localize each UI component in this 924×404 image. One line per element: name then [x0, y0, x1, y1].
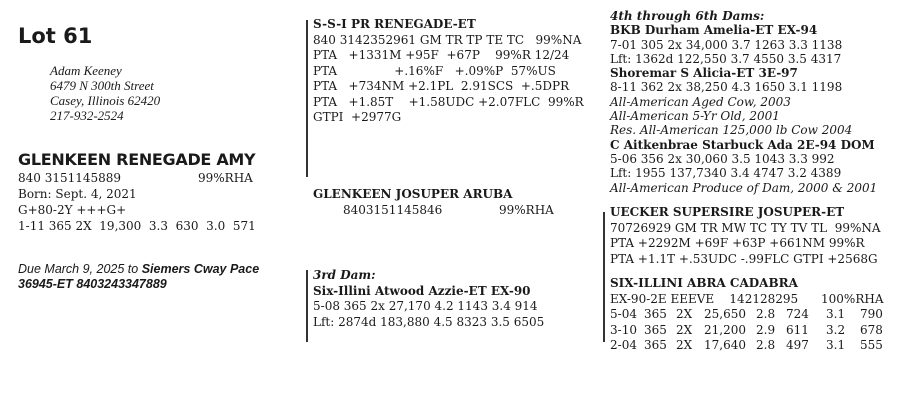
dam-reg: 8403151145846 [343, 202, 443, 217]
granddam-record-cell: 2X [676, 322, 693, 337]
animal-info [18, 170, 256, 234]
fourth-sixth-dams-block [610, 9, 877, 195]
granddam-record-row [610, 307, 890, 323]
sire-line: 840 3142352961 GM TR TP TE TC 99%NA [313, 32, 582, 47]
mgs-name: UECKER SUPERSIRE JOSUPER-ET [610, 205, 845, 219]
granddam-record-row [610, 323, 890, 339]
third-dam-label: 3rd Dam: [313, 268, 376, 282]
granddam-record-cell: 365 [644, 307, 667, 321]
dam6-lifetime: Lft: 1955 137,7340 3.4 4747 3.2 4389 [610, 166, 842, 181]
consignor-street: 6479 N 300th Street [50, 78, 154, 93]
granddam-record-cell: 678 [860, 322, 883, 337]
animal-reg: 840 3151145889 [18, 171, 122, 185]
granddam-record-cell: 25,650 [704, 307, 746, 321]
dam4-lifetime: Lft: 1362d 122,550 3.7 4550 3.5 4317 [610, 51, 842, 66]
granddam-name: SIX-ILLINI ABRA CADABRA [610, 276, 798, 290]
dam5-name: Shoremar S Alicia-ET 3E-97 [610, 66, 798, 81]
divider-dam [306, 270, 308, 342]
consignor-name: Adam Keeney [50, 63, 122, 78]
granddam-record-cell: 3.2 [826, 322, 846, 337]
animal-genomics: G+80-2Y +++G+ [18, 203, 127, 217]
granddam-record-cell: 2.8 [756, 338, 776, 352]
fourth-sixth-label: 4th through 6th Dams: [610, 9, 765, 23]
granddam-record-cell: 3.1 [826, 338, 846, 352]
mgs-line: PTA +1.1T +.53UDC -.99FLC GTPI +2568G [610, 251, 878, 266]
mgs-line: PTA +2292M +69F +63P +661NM 99%R [610, 236, 865, 250]
sire-line: PTA +1331M +95F +67P 99%R 12/24 [313, 48, 570, 62]
dam5-record: 8-11 362 2x 38,250 4.3 1650 3.1 1198 [610, 80, 843, 95]
dam6-award: All-American Produce of Dam, 2000 & 2001 [610, 180, 878, 195]
dam5-award: All-American Aged Cow, 2003 [610, 94, 791, 109]
sire-line: PTA +1.85T +1.58UDC +2.07FLC 99%R [313, 94, 584, 109]
sire-line: PTA +734NM +2.1PL 2.91SCS +.5DPR [313, 79, 570, 93]
granddam-record-cell: 17,640 [704, 338, 746, 352]
sire-name: S-S-I PR RENEGADE-ET [313, 17, 476, 31]
granddam-record-row [610, 338, 890, 354]
dam6-name: C Aitkenbrae Starbuck Ada 2E-94 DOM [610, 137, 875, 152]
dam5-award: All-American 5-Yr Old, 2001 [610, 109, 780, 124]
lot-number: Lot 61 [18, 24, 93, 48]
granddam-record-cell: 3-10 [610, 322, 637, 337]
due-prefix: Due March 9, 2025 to [18, 262, 139, 276]
granddam-record-cell: 555 [860, 338, 883, 352]
granddam-record-cell: 790 [860, 307, 883, 321]
granddam-record-cell: 365 [644, 338, 667, 352]
granddam-record-cell: 2X [676, 338, 693, 352]
granddam-records [610, 307, 890, 354]
third-dam-block [313, 268, 544, 330]
third-dam-name: Six-Illini Atwood Azzie-ET EX-90 [313, 283, 531, 298]
dam-rha: 99%RHA [499, 202, 554, 217]
granddam-block [610, 276, 890, 354]
maternal-grandsire-block [610, 205, 881, 267]
consignor-block [50, 63, 160, 123]
granddam-record-cell: 2.9 [756, 322, 776, 337]
granddam-record-cell: 497 [786, 338, 809, 352]
due-block [18, 262, 259, 292]
animal-born: Born: Sept. 4, 2021 [18, 187, 137, 201]
third-dam-lifetime: Lft: 2874d 183,880 4.5 8323 3.5 6505 [313, 314, 545, 329]
dam4-name: BKB Durham Amelia-ET EX-94 [610, 23, 818, 38]
mgs-line: 70726929 GM TR MW TC TY TV TL 99%NA [610, 220, 881, 235]
sire-line: GTPI +2977G [313, 110, 402, 124]
sire-line: PTA +.16%F +.09%P 57%US [313, 63, 556, 78]
granddam-record-cell: 2.8 [756, 307, 776, 321]
granddam-record-cell: 611 [786, 322, 809, 337]
granddam-class: EX-90-2E EEEVE 142128295 100%RHA [610, 291, 884, 306]
divider-sire [306, 20, 308, 177]
third-dam-record: 5-08 365 2x 27,170 4.2 1143 3.4 914 [313, 299, 538, 313]
granddam-record-cell: 724 [786, 307, 809, 321]
dam5-award: Res. All-American 125,000 lb Cow 2004 [610, 123, 853, 138]
granddam-record-cell: 5-04 [610, 307, 637, 321]
dam-block [313, 187, 554, 218]
dam-name: GLENKEEN JOSUPER ARUBA [313, 187, 513, 201]
consignor-city: Casey, Illinois 62420 [50, 93, 161, 108]
dam6-record: 5-06 356 2x 30,060 3.5 1043 3.3 992 [610, 151, 835, 166]
granddam-record-cell: 3.1 [826, 307, 846, 321]
sire-block [313, 17, 584, 126]
animal-rha: 99%RHA [198, 171, 253, 185]
dam4-record: 7-01 305 2x 34,000 3.7 1263 3.3 1138 [610, 37, 843, 52]
animal-name: GLENKEEN RENEGADE AMY [18, 150, 256, 169]
divider-mgs [603, 212, 605, 342]
animal-record: 1-11 365 2X 19,300 3.3 630 3.0 571 [18, 219, 256, 233]
consignor-phone: 217-932-2524 [50, 108, 124, 123]
granddam-record-cell: 2-04 [610, 338, 637, 352]
granddam-record-cell: 2X [676, 307, 693, 321]
granddam-record-cell: 21,200 [704, 322, 746, 337]
granddam-record-cell: 365 [644, 322, 667, 337]
due-sire-line2: 36945-ET 8403243347889 [18, 277, 167, 291]
due-sire: Siemers Cway Pace [141, 262, 260, 276]
